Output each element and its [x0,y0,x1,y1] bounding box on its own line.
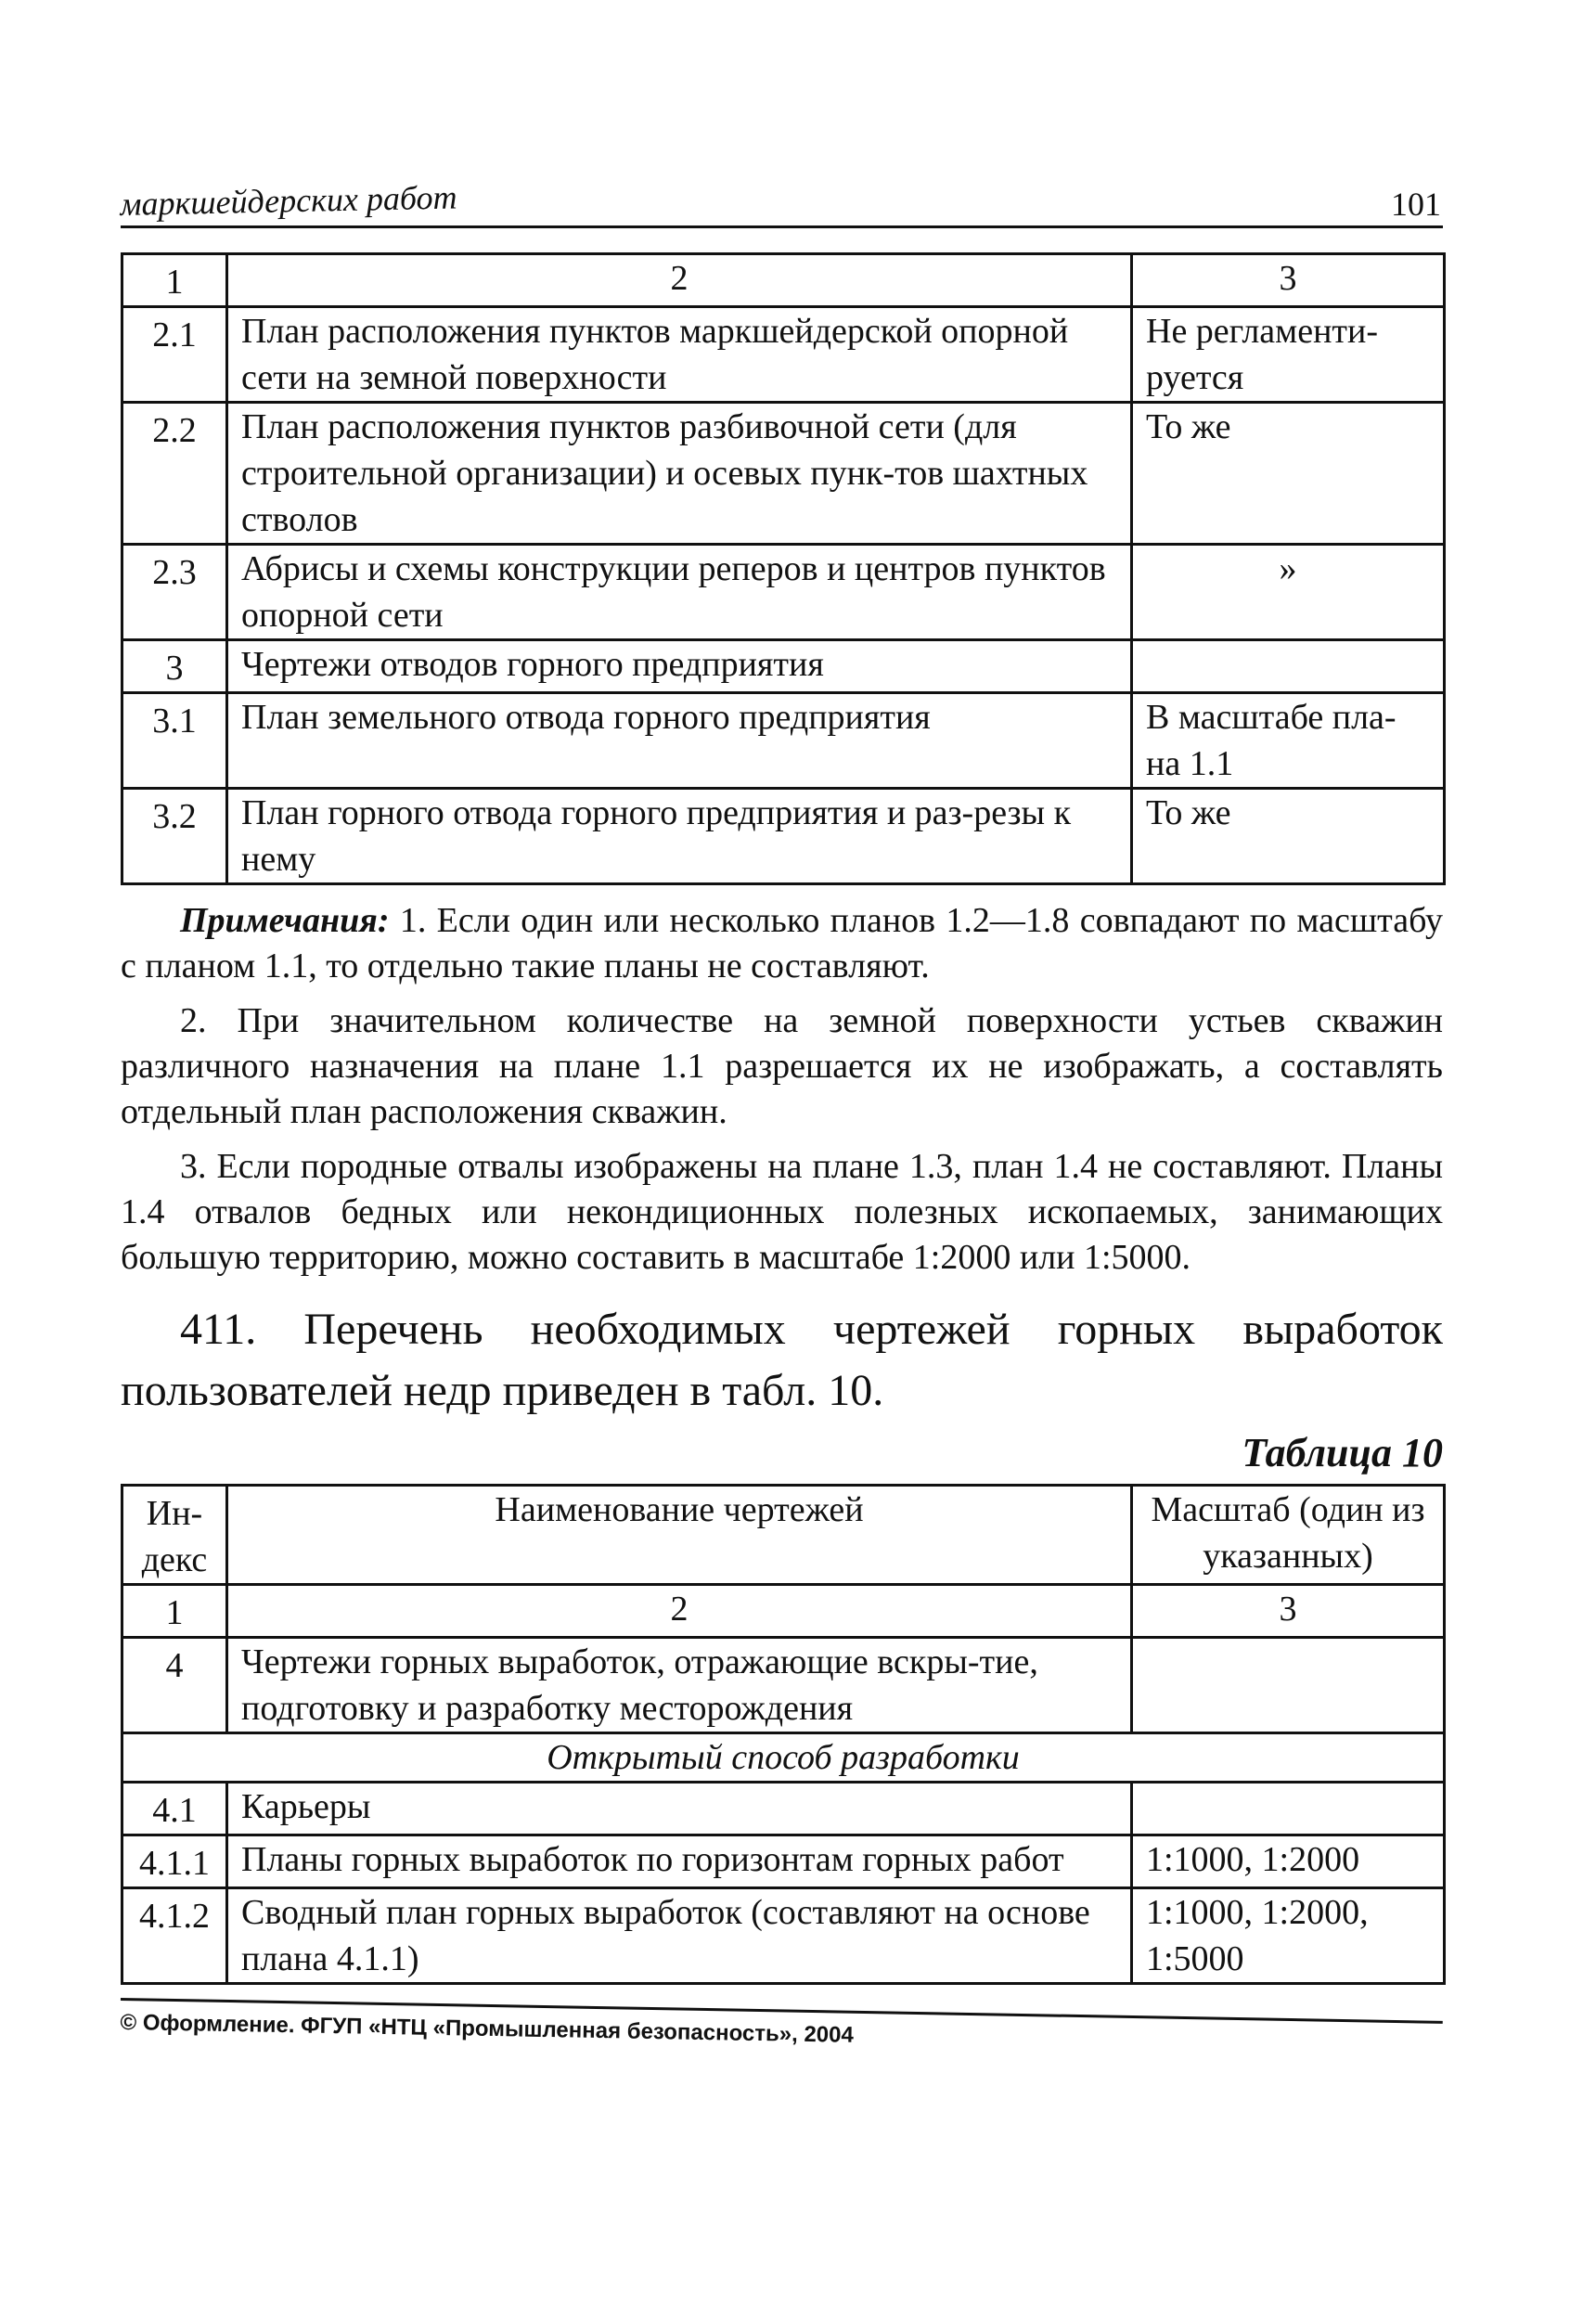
notes-block [121,898,1443,1281]
column-number-row [122,1585,1445,1638]
scale-cell [1132,640,1445,693]
column-number: 3 [1132,1585,1445,1638]
row-index: 3.1 [122,693,227,789]
drawing-name: План расположения пунктов маркшейдерской опорной сети на земной поверхности [227,307,1132,403]
scale-cell: 1:1000, 1:2000, 1:5000 [1132,1888,1445,1984]
table-row [122,1888,1445,1984]
copyright-footer: © Оформление. ФГУП «НТЦ «Промышленная безопасность», 2004 [120,1998,1442,2059]
header-name: Наименование чертежей [227,1486,1132,1585]
table-row [122,693,1445,789]
drawing-name: Планы горных выработок по горизонтам горных работ [227,1835,1132,1888]
table-continuation [121,252,1446,885]
table-row [122,1783,1445,1835]
scale-cell [1132,1783,1445,1835]
table-caption: Таблица 10 [1242,1430,1443,1475]
row-index: 3.2 [122,789,227,884]
table-row [122,403,1445,545]
note-item: 2. При значительном количестве на земной поверхности устьев скважин различного назначения на плане 1.1 разрешается их не изображать, а составлять отдельный план расположения скважин. [121,1001,1443,1131]
row-index: 4.1 [122,1783,227,1835]
scale-cell [1132,1638,1445,1733]
row-index: 2.3 [122,545,227,640]
drawing-name: План расположения пунктов разбивочной сети (для строительной организации) и осевых пунк-тов шахтных стволов [227,403,1132,545]
header-index: Ин-декс [122,1486,227,1585]
table-row [122,545,1445,640]
note-text: 1. Если один или несколько планов 1.2—1.8 совпадают по масштабу с планом 1.1, то отдельно такие планы не составляют. [121,901,1443,985]
row-index: 4.1.1 [122,1835,227,1888]
section-row [122,1733,1445,1783]
table-row [122,1835,1445,1888]
scale-cell: » [1132,545,1445,640]
drawing-name: Карьеры [227,1783,1132,1835]
row-index: 3 [122,640,227,693]
column-number: 2 [227,1585,1132,1638]
drawing-name: Сводный план горных выработок (составляют на основе плана 4.1.1) [227,1888,1132,1984]
scale-cell: 1:1000, 1:2000 [1132,1835,1445,1888]
page-header [120,178,1443,228]
section-title: Открытый способ разработки [122,1733,1445,1783]
document-page [120,178,1443,2048]
header-row [122,1486,1445,1585]
note-item [121,898,1443,989]
row-index: 4 [122,1638,227,1733]
row-index: 2.2 [122,403,227,545]
table-row [122,789,1445,884]
scale-cell: В масштабе пла-на 1.1 [1132,693,1445,789]
column-number: 1 [122,1585,227,1638]
table-10 [121,1484,1446,1985]
table-row [122,307,1445,403]
table-row [122,640,1445,693]
page-number: 101 [1391,186,1441,223]
column-number: 1 [122,254,227,307]
paragraph-411: 411. Перечень необходимых чертежей горных выработок пользователей недр приведен в табл. 10. [121,1305,1443,1415]
drawing-name: Чертежи горных выработок, отражающие вскры-тие, подготовку и разработку месторождения [227,1638,1132,1733]
scale-cell: Не регламенти-руется [1132,307,1445,403]
scale-cell: То же [1132,403,1445,545]
row-index: 2.1 [122,307,227,403]
row-index: 4.1.2 [122,1888,227,1984]
running-title: маркшейдерских работ [120,178,457,224]
header-scale: Масштаб (один из указанных) [1132,1486,1445,1585]
note-item: 3. Если породные отвалы изображены на плане 1.3, план 1.4 не составляют. Планы 1.4 отвалов бедных или некондиционных полезных ископаемых, занимающих большую территорию, можно составить в масштабе 1:2000 или 1:5000. [121,1147,1443,1277]
column-number-row [122,254,1445,307]
scale-cell: То же [1132,789,1445,884]
drawing-name: План земельного отвода горного предприятия [227,693,1132,789]
table-row [122,1638,1445,1733]
column-number: 2 [227,254,1132,307]
notes-label: Примечания: [180,901,390,940]
drawing-name: Абрисы и схемы конструкции реперов и центров пунктов опорной сети [227,545,1132,640]
drawing-name: План горного отвода горного предприятия и раз-резы к нему [227,789,1132,884]
column-number: 3 [1132,254,1445,307]
drawing-name: Чертежи отводов горного предприятия [227,640,1132,693]
